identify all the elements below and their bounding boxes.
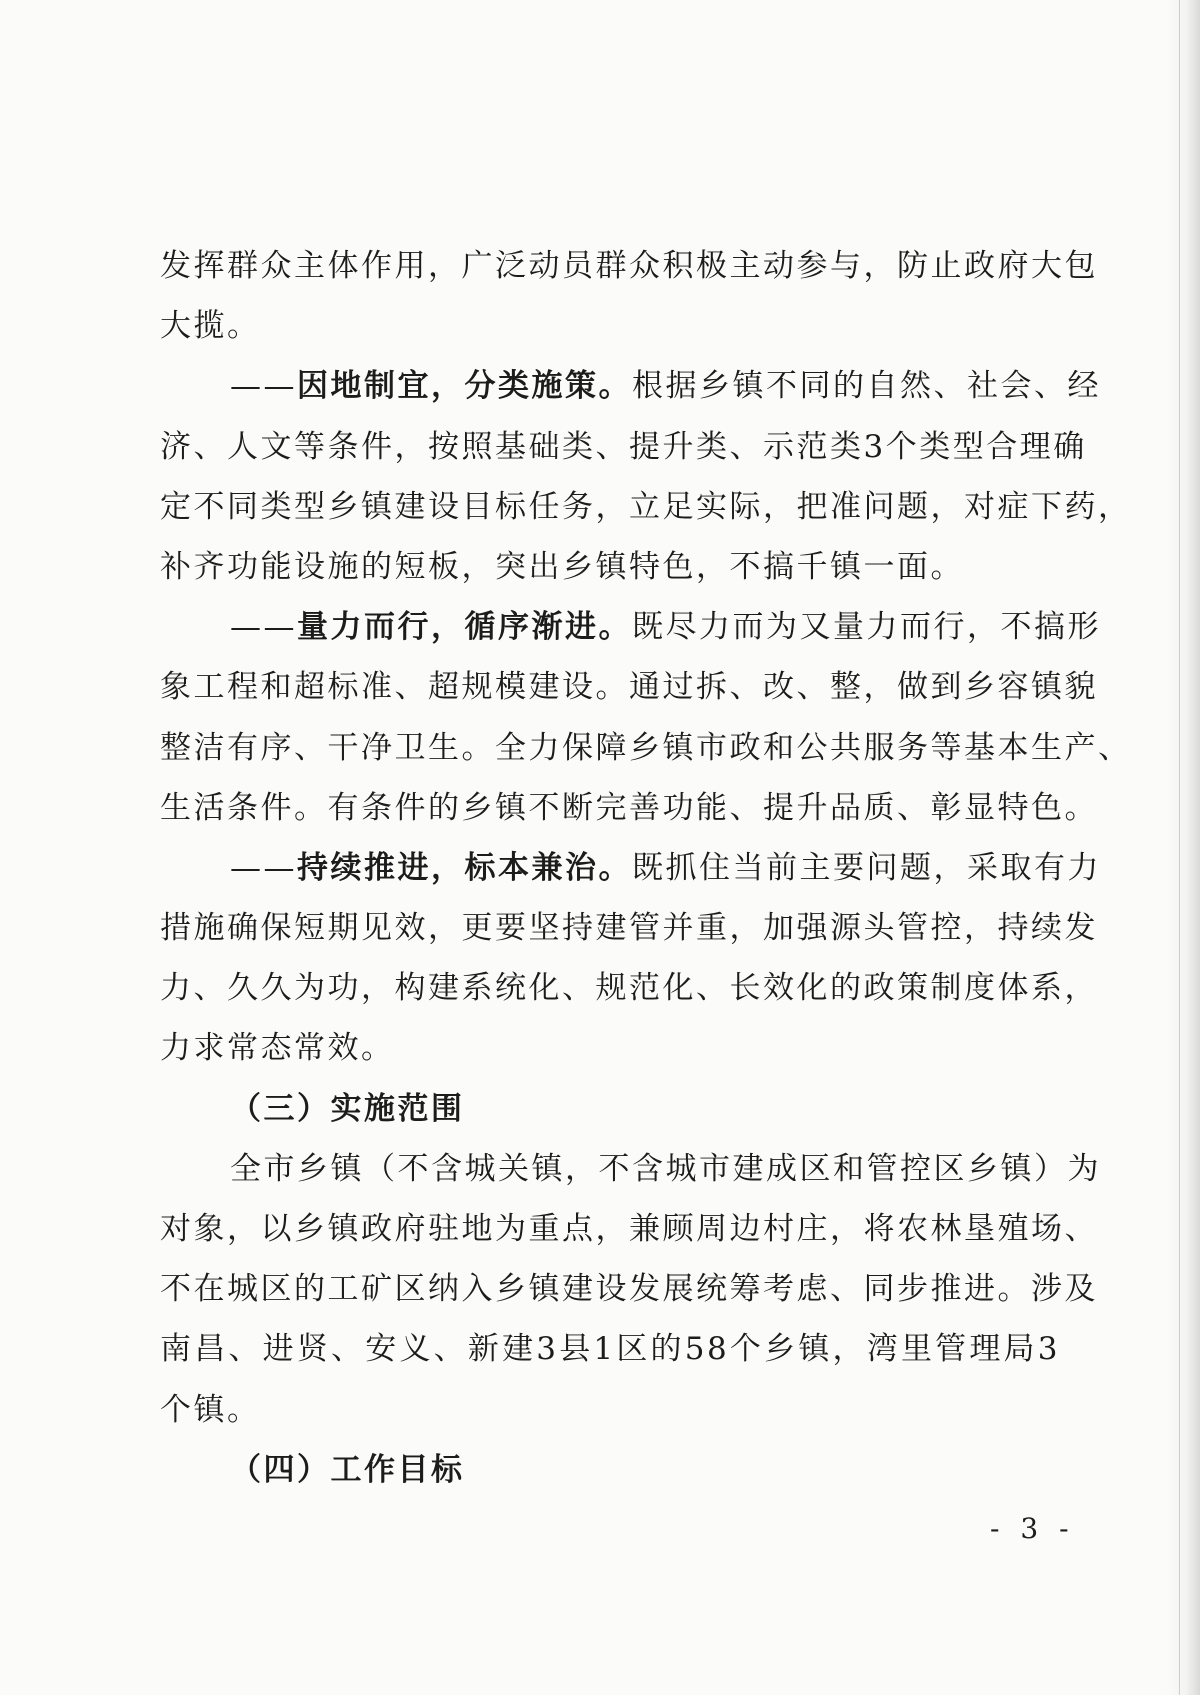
dash-lead: —— [230,368,297,405]
section-heading: （四）工作目标 [230,1451,465,1488]
paragraph-line: 补齐功能设施的短板，突出乡镇特色，不搞千镇一面。 [160,548,964,585]
principle-text: 根据乡镇不同的自然、社会、经 [632,368,1101,405]
paragraph-line: 生活条件。有条件的乡镇不断完善功能、提升品质、彰显特色。 [160,789,1098,826]
principle-title: 量力而行，循序渐进。 [297,609,632,646]
paragraph-line: 象工程和超标准、超规模建设。通过拆、改、整，做到乡容镇貌 [160,669,1098,706]
principle-title: 持续推进，标本兼治。 [297,849,632,886]
principle-title: 因地制宜，分类施策。 [297,368,632,405]
principle-text: 既抓住当前主要问题，采取有力 [632,849,1101,886]
paragraph-line: 力求常态常效。 [160,1030,395,1067]
paragraph-line: 措施确保短期见效，更要坚持建管并重，加强源头管控，持续发 [160,910,1098,947]
paragraph-line: 整洁有序、干净卫生。全力保障乡镇市政和公共服务等基本生产、 [160,729,1132,766]
paragraph-line: 不在城区的工矿区纳入乡镇建设发展统筹考虑、同步推进。涉及 [160,1271,1098,1308]
paragraph-line: 定不同类型乡镇建设目标任务，立足实际，把准问题，对症下药， [160,488,1132,525]
paragraph-line: 全市乡镇（不含城关镇，不含城市建成区和管控区乡镇）为 [230,1150,1101,1187]
paragraph-line: 个镇。 [160,1391,261,1428]
page-edge-shadow [1166,0,1200,1695]
paragraph-line: 济、人文等条件，按照基础类、提升类、示范类3个类型合理确 [160,428,1087,465]
paragraph-line: 对象，以乡镇政府驻地为重点，兼顾周边村庄，将农林垦殖场、 [160,1211,1098,1247]
section-heading: （三）实施范围 [230,1090,465,1127]
principle-text: 既尽力而为又量力而行，不搞形 [632,609,1101,646]
paragraph-line: 南昌、进贤、安义、新建3县1区的58个乡镇，湾里管理局3 [160,1331,1060,1368]
principle-line [160,597,1101,657]
dash-lead: —— [230,609,297,646]
page-number: - 3 - [990,1512,1075,1545]
dash-lead: —— [230,849,297,886]
principle-line [160,838,1101,898]
paragraph-line: 大揽。 [160,308,261,345]
principle-line [160,356,1101,416]
paragraph-line: 发挥群众主体作用，广泛动员群众积极主动参与，防止政府大包 [160,248,1098,284]
paragraph-line: 力、久久为功，构建系统化、规范化、长效化的政策制度体系， [160,970,1098,1007]
body-text [160,236,1132,1500]
page-edge-line [1179,0,1180,1695]
